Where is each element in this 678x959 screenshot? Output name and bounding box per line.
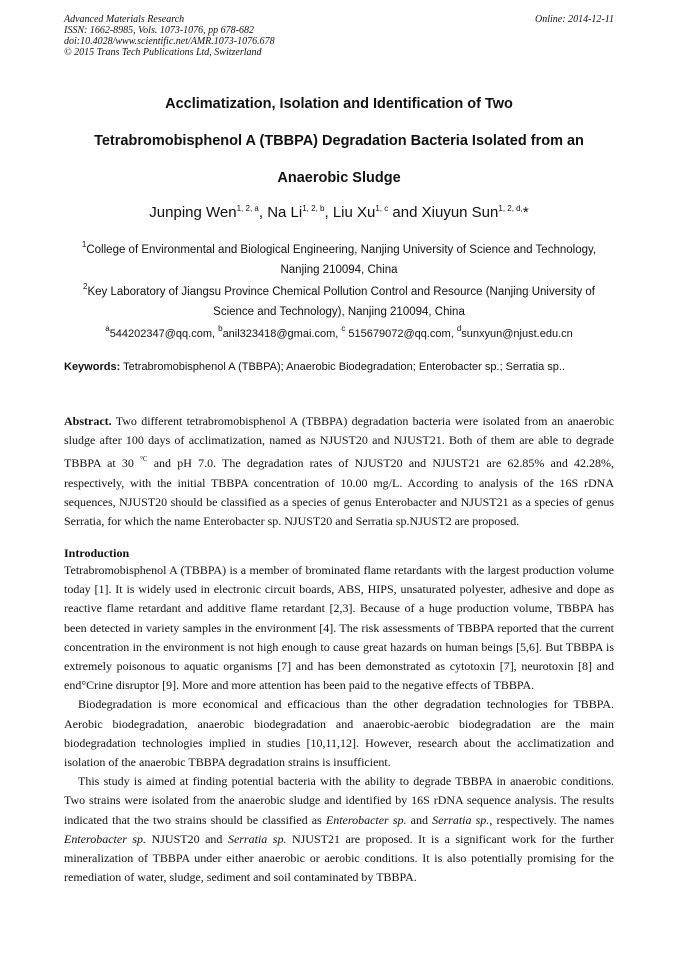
abstract-text-a: Two different tetrabromobisphenol A (TBBPA) degradation bacteria were isolated from an anaerobic sludge after 100 days of acclimatization, named as NJUST20 and NJUST21. Both of them are able to degrade TBBPA at 30 (64, 414, 614, 471)
author-emails (40, 319, 638, 344)
keywords (64, 358, 614, 377)
abstract-label: Abstract. (64, 414, 112, 428)
author-affiliation-marker: 1, 2, b (302, 204, 325, 213)
intro-paragraph-1: Tetrabromobisphenol A (TBBPA) is a member of brominated flame retardants with the largest production volume today [1]. It is widely used in electronic circuit boards, ABS, HIPS, unsaturated polyester, adhesive and dope as reactive flame retardant and additive flame retardant [2,3]. Because of a huge production volume, TBBPA has been detected in variety samples in the environment [4]. The risk assessments of TBBPA reported that the current concentration in the environment is not high enough to cause great hazards on human beings [5,6]. But TBBPA is extremely poisonous to aquatic organisms [7] and has been demonstrated as cytotoxin [7], neurotoxin [8] and end°Crine disruptor [9]. More and more attention has been paid to the negative effects of TBBPA. (64, 563, 614, 693)
author-name: Junping Wen (149, 204, 237, 221)
author-separator: , (258, 204, 268, 221)
affiliation-text: Key Laboratory of Jiangsu Province Chemical Pollution Control and Resource (Nanjing University of Science and Technology), Nanjing 210094, China (87, 286, 595, 318)
title-line-3: Anaerobic Sludge (277, 170, 401, 186)
issn-line: ISSN: 1662-8985, Vols. 1073-1076, pp 678-682 (64, 25, 254, 36)
intro-text: and (406, 812, 433, 827)
email-marker: b (218, 324, 223, 333)
email-address: 544202347@qq.com, (109, 328, 219, 340)
species-name: Enterobacter sp. (64, 831, 147, 846)
corresponding-author-marker: * (522, 204, 529, 221)
affiliation-text: College of Environmental and Biological Engineering, Nanjing University of Science and Technology, Nanjing 210094, China (86, 244, 597, 276)
affiliation-marker: 2 (83, 282, 88, 291)
author-affiliation-marker: 1, 2, d, (498, 204, 523, 213)
publication-info (64, 14, 275, 58)
title-line-2: Tetrabromobisphenol A (TBBPA) Degradation Bacteria Isolated from an (94, 133, 584, 149)
email-address: 515679072@qq.com, (345, 328, 457, 340)
online-date: Online: 2014-12-11 (535, 14, 614, 25)
author-list (40, 198, 638, 224)
email-address: sunxyun@njust.edu.cn (461, 328, 573, 340)
abstract (64, 412, 614, 531)
keywords-label: Keywords: (64, 361, 121, 373)
affiliation-1 (64, 235, 614, 280)
abstract-text-b: and pH 7.0. The degradation rates of NJUST20 and NJUST21 are 62.85% and 42.28%, respectively, with the initial TBBPA concentration of 10.00 mg/L. According to analysis of the 16S rDNA sequences, NJUST20 should be classified as a species of genus Enterobacter and NJUST21 as a species of genus Serratia, for which the name Enterobacter sp. NJUST20 and Serratia sp.NJUST2 are proposed. (64, 456, 614, 529)
intro-text: NJUST20 and (146, 831, 228, 846)
species-name: Enterobacter sp. (325, 812, 407, 827)
email-marker: d (456, 324, 462, 333)
title-line-1: Acclimatization, Isolation and Identification of Two (165, 96, 513, 112)
copyright-line: © 2015 Trans Tech Publications Ltd, Switzerland (64, 47, 262, 58)
author-separator: and (388, 204, 422, 221)
affiliation-marker: 1 (81, 240, 87, 249)
author-affiliation-marker: 1, 2, a (236, 204, 259, 213)
introduction-body (64, 561, 614, 887)
introduction-heading: Introduction (64, 546, 130, 560)
author-name: Xiuyun Sun (421, 204, 499, 221)
degree-celsius: °C (140, 455, 148, 464)
author-affiliation-marker: 1, c (375, 204, 389, 213)
author-name: Liu Xu (332, 204, 376, 221)
email-marker: c (341, 324, 346, 333)
intro-text: , respectively. The names (489, 812, 615, 827)
email-marker: a (105, 324, 110, 333)
intro-paragraph-2: Biodegradation is more economical and efficacious than the other degradation technologies for TBBPA. Aerobic biodegradation, anaerobic biodegradation and anaerobic-aerobic biodegradation are the main biodegradation technologies implied in studies [10,11,12]. However, research about the acclimatization and isolation of the anaerobic TBBPA degradation strains is insufficient. (64, 697, 614, 770)
author-separator: , (324, 204, 333, 221)
email-address: anil323418@gmai.com, (222, 328, 342, 340)
author-name: Na Li (267, 204, 303, 221)
affiliation-2 (64, 277, 614, 322)
paper-title (50, 86, 628, 197)
doi-line: doi:10.4028/www.scientific.net/AMR.1073-1076.678 (64, 36, 275, 47)
species-name: Serratia sp. (227, 831, 287, 846)
intro-paragraph-3 (64, 772, 614, 887)
keywords-text: Tetrabromobisphenol A (TBBPA); Anaerobic Biodegradation; Enterobacter sp.; Serratia sp.. (120, 361, 565, 373)
journal-name: Advanced Materials Research (64, 14, 185, 25)
intro-text: NJUST21 are proposed. It is a significant work for the further mineralization of TBBPA under either anaerobic or aerobic conditions. It is also potentially promising for the remediation of water, sludge, sediment and soil contaminated by TBBPA. (64, 831, 614, 885)
species-name: Serratia sp. (432, 812, 490, 827)
intro-text: This study is aimed at finding potential bacteria with the ability to degrade TBBPA in anaerobic conditions. Two strains were isolated from the anaerobic sludge and identified by 16S rDNA sequence analysis. The results indicated that the two strains should be classified as (64, 774, 614, 827)
